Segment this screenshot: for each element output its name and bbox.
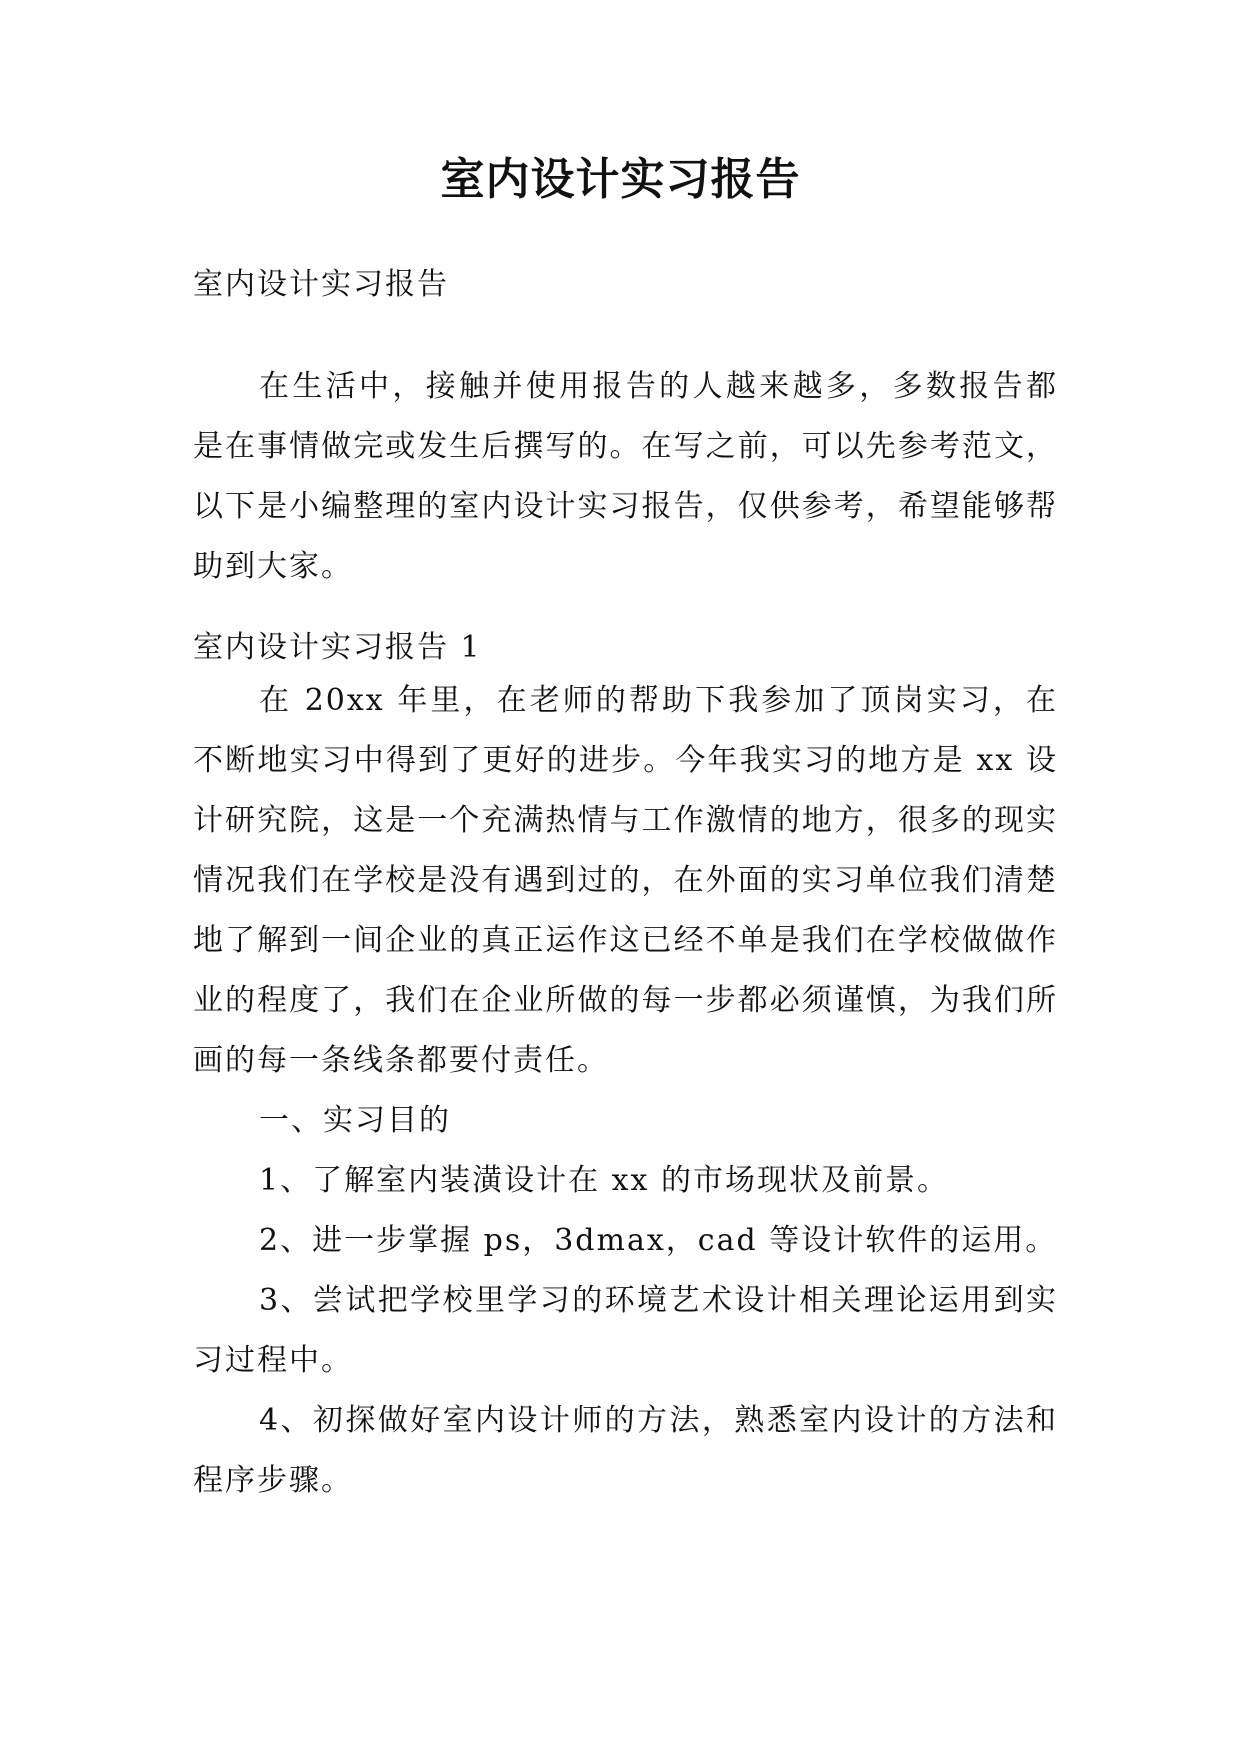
- document-title: 室内设计实习报告: [440, 154, 801, 205]
- goals-heading: 一、实习目的: [259, 1103, 451, 1138]
- section-paragraph: 在 20xx 年里，在老师的帮助下我参加了顶岗实习，在不断地实习中得到了更好的进步。今年我实习的地方是 xx 设计研究院，这是一个充满热情与工作激情的地方，很多的现实情况我们在学校是没有遇到过的，在外面的实习单位我们清楚地了解到一间企业的真正运作这已经不单是我们在学校做做作业的程度了，我们在企业所做的每一步都必须谨慎，为我们所画的每一条线条都要付责任。: [193, 683, 1058, 1078]
- goal-item: 1、了解室内装潢设计在 xx 的市场现状及前景。: [259, 1163, 949, 1198]
- goal-item: 3、尝试把学校里学习的环境艺术设计相关理论运用到实习过程中。: [193, 1283, 1058, 1378]
- goal-item: 2、进一步掌握 ps，3dmax，cad 等设计软件的运用。: [259, 1223, 1058, 1258]
- intro-block: [193, 357, 1058, 597]
- section-body: [193, 671, 1058, 1511]
- goal-item: 4、初探做好室内设计师的方法，熟悉室内设计的方法和程序步骤。: [193, 1403, 1058, 1498]
- document-subtitle: 室内设计实习报告: [193, 267, 449, 302]
- intro-paragraph: 在生活中，接触并使用报告的人越来越多，多数报告都是在事情做完或发生后撰写的。在写之前，可以先参考范文，以下是小编整理的室内设计实习报告，仅供参考，希望能够帮助到大家。: [193, 369, 1058, 584]
- section-heading: 室内设计实习报告 1: [193, 630, 482, 665]
